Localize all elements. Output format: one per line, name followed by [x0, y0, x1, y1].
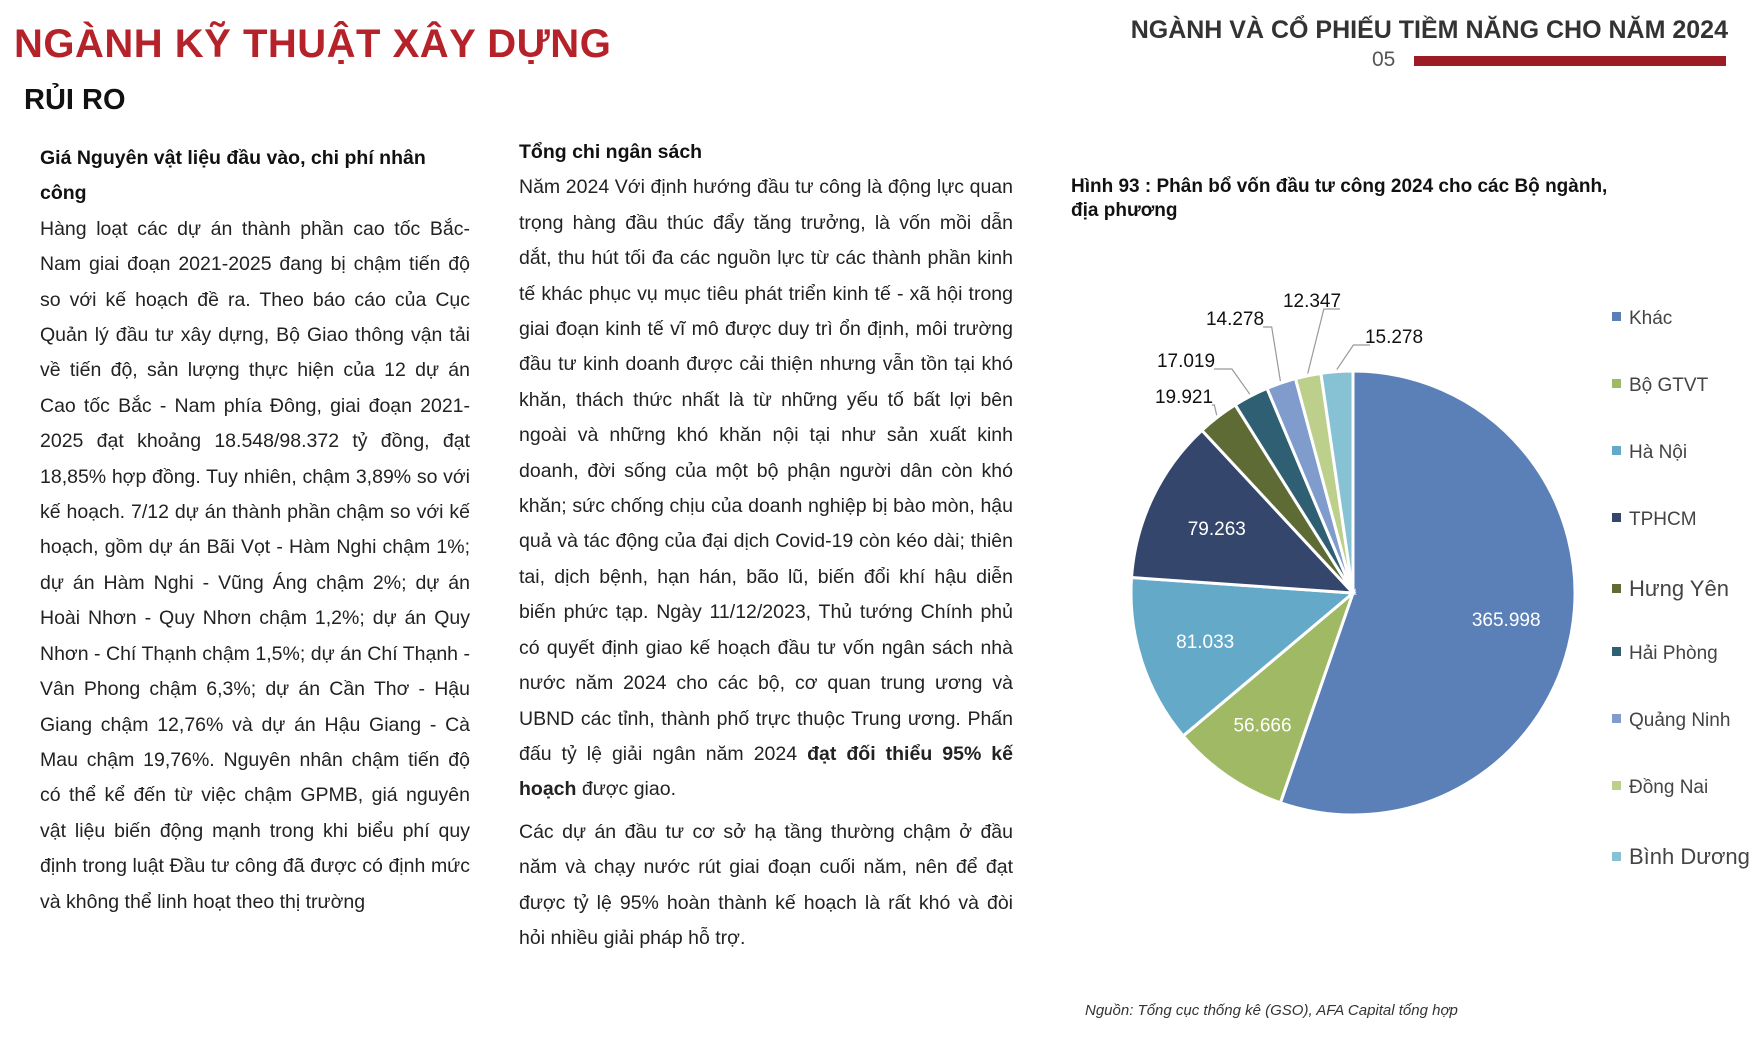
legend-item-1	[1612, 375, 1708, 397]
legend-swatch-6	[1612, 714, 1621, 723]
pie-value-label-1: 56.666	[1233, 715, 1292, 737]
pie-value-label-0: 365.998	[1471, 609, 1541, 631]
legend-item-7	[1612, 777, 1708, 799]
pie-value-label-6: 14.278	[1205, 309, 1265, 330]
legend-label-2: Hà Nội	[1629, 442, 1688, 463]
pie-value-label-7: 12.347	[1282, 291, 1342, 312]
figure-source: Nguồn: Tổng cục thống kê (GSO), AFA Capital tổng hợp	[1085, 1002, 1458, 1019]
legend-swatch-7	[1612, 781, 1621, 790]
legend-label-7: Đồng Nai	[1629, 777, 1709, 798]
column1-heading: Giá Nguyên vật liệu đầu vào, chi phí nhân công	[40, 147, 426, 205]
legend-item-5	[1612, 643, 1718, 665]
pie-chart	[1080, 270, 1600, 830]
pie-value-label-5: 17.019	[1156, 351, 1216, 372]
legend-label-0: Khác	[1629, 308, 1673, 329]
legend-label-1: Bộ GTVT	[1629, 375, 1709, 396]
legend-label-6: Quảng Ninh	[1629, 710, 1731, 731]
pie-leader-8	[1337, 345, 1370, 370]
pie-leader-5	[1214, 369, 1250, 394]
legend-swatch-1	[1612, 379, 1621, 388]
column2-paragraph-2: Các dự án đầu tư cơ sở hạ tầng thường chậm ở đầu năm và chạy nước rút giai đoạn cuối năm, nên để đạt được tỷ lệ 95% hoàn thành kế hoạch là rất khó và đòi hỏi nhiều giải pháp hỗ trợ.	[519, 820, 1013, 949]
legend-label-3: TPHCM	[1629, 509, 1697, 530]
legend-label-4: Hưng Yên	[1629, 576, 1729, 601]
section-title: RỦI RO	[24, 84, 126, 116]
legend-item-4	[1612, 576, 1729, 602]
legend-item-2	[1612, 442, 1687, 464]
pie-slices	[1131, 371, 1575, 815]
legend-label-5: Hải Phòng	[1629, 643, 1718, 664]
column2-paragraph-1	[519, 170, 1013, 807]
column-materials-cost	[40, 141, 470, 920]
legend-swatch-0	[1612, 312, 1621, 321]
header-accent-bar	[1414, 56, 1726, 66]
legend-item-6	[1612, 710, 1730, 732]
page-number: 05	[1372, 48, 1396, 71]
column-budget	[519, 135, 1013, 956]
column1-body: Hàng loạt các dự án thành phần cao tốc Bắc-Nam giai đoạn 2021-2025 đang bị chậm tiến độ so với kế hoạch đề ra. Theo báo cáo của Cục Quản lý đầu tư xây dựng, Bộ Giao thông vận tải về tiến độ, sản lượng thực hiện của 12 dự án Cao tốc Bắc - Nam phía Đông, giai đoạn 2021-2025 đạt khoảng 18.548/98.372 tỷ đồng, đạt 18,85% hợp đồng. Tuy nhiên, chậm 3,89% so với kế hoạch. 7/12 dự án thành phần chậm so với kế hoạch, gồm dự án Bãi Vọt - Hàm Nghi chậm 1%; dự án Hàm Nghi - Vũng Áng chậm 2%; dự án Hoài Nhơn - Quy Nhơn chậm 1,2%; dự án Quy Nhơn - Chí Thạnh chậm 1,5%; dự án Chí Thạnh - Vân Phong chậm 6,3%; dự án Cần Thơ - Hậu Giang chậm 12,76% và dự án Hậu Giang - Cà Mau chậm 19,76%. Nguyên nhân chậm tiến độ có thể kể đến từ việc chậm GPMB, giá nguyên vật liệu biến động mạnh trong khi biểu phí quy định trong luật Đầu tư công đã được có định mức và không thể linh hoạt theo thị trường	[40, 217, 470, 913]
pie-value-label-2: 81.033	[1176, 632, 1235, 654]
column2-text-a: Năm 2024 Với định hướng đầu tư công là động lực quan trọng hàng đầu thúc đẩy tăng trưởng, là vốn mồi dẫn dắt, thu hút tối đa các nguồn lực từ các thành phần kinh tế khác phục vụ mục tiêu phát triển kinh tế - xã hội trong giai đoạn kinh tế vĩ mô được duy trì ổn định, môi trường đầu tư kinh doanh được cải thiện nhưng vẫn tồn tại khó khăn, thách thức nhất là từ những yếu tố bất lợi bên ngoài và những khó khăn nội tại như sản xuất kinh doanh, đời sống của một bộ phận người dân còn khó khăn; sức chống chịu của doanh nghiệp bị bào mòn, hậu quả và tác động của đại dịch Covid-19 còn kéo dài; thiên tai, dịch bệnh, hạn hán, bão lũ, biến đổi khí hậu diễn biến phức tạp. Ngày 11/12/2023, Thủ tướng Chính phủ có quyết định giao kế hoạch đầu tư vốn ngân sách nhà nước năm 2024 cho các bộ, cơ quan trung ương và UBND các tỉnh, thành phố trực thuộc Trung ương. Phấn đấu tỷ lệ giải ngân năm 2024	[519, 176, 1013, 765]
legend-swatch-3	[1612, 513, 1621, 522]
figure-title: Hình 93 : Phân bổ vốn đầu tư công 2024 cho các Bộ ngành, địa phương	[1071, 176, 1608, 221]
main-title: NGÀNH KỸ THUẬT XÂY DỰNG	[14, 22, 612, 66]
report-title: NGÀNH VÀ CỔ PHIẾU TIỀM NĂNG CHO NĂM 2024	[1130, 16, 1728, 44]
pie-value-label-8: 15.278	[1364, 327, 1424, 348]
legend-swatch-4	[1612, 584, 1621, 593]
pie-value-label-3: 79.263	[1187, 518, 1246, 540]
legend-swatch-8	[1612, 852, 1621, 861]
column2-text-bold: đạt đối thiểu 95% kế hoạch	[519, 742, 1013, 801]
column2-heading: Tổng chi ngân sách	[519, 141, 703, 163]
legend-item-0	[1612, 308, 1672, 330]
legend-swatch-5	[1612, 647, 1621, 656]
legend-label-8: Bình Dương	[1629, 844, 1750, 869]
legend-swatch-2	[1612, 446, 1621, 455]
legend-item-8	[1612, 844, 1750, 870]
legend-item-3	[1612, 509, 1697, 531]
pie-leader-6	[1263, 327, 1280, 381]
pie-leader-7	[1308, 309, 1340, 374]
column2-text-c: được giao.	[576, 778, 676, 801]
pie-value-label-4: 19.921	[1154, 387, 1214, 408]
